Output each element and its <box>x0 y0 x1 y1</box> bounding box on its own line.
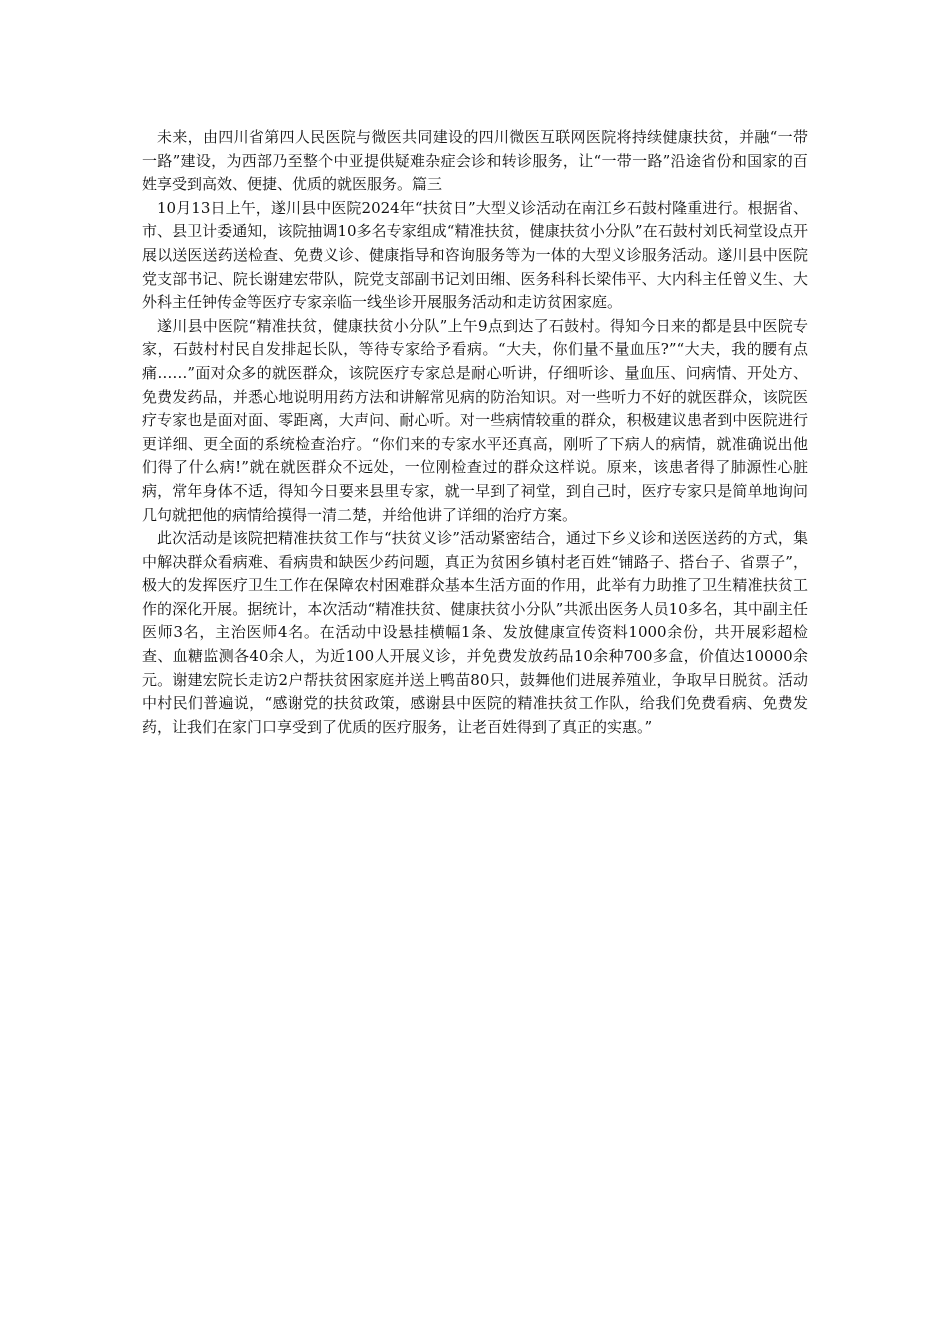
paragraph-event: 10月13日上午，遂川县中医院2024年“扶贫日”大型义诊活动在南江乡石鼓村隆重进行。根据省、市、县卫计委通知，该院抽调10多名专家组成“精准扶贫，健康扶贫小分队”在石鼓村刘氏祠堂设点开展以送医送药送检查、免费义诊、健康指导和咨询服务等为一体的大型义诊服务活动。遂川县中医院党支部书记、院长谢建宏带队，院党支部副书记刘田缃、医务科科长梁伟平、大内科主任曾义生、大外科主任钟传金等医疗专家亲临一线坐诊开展服务活动和走访贫困家庭。 <box>142 198 808 312</box>
paragraph-clinic: 遂川县中医院“精准扶贫，健康扶贫小分队”上午9点到达了石鼓村。得知今日来的都是县中医院专家，石鼓村村民自发排起长队，等待专家给予看病。“大夫，你们量不量血压?”“大夫，我的腰有点痛……”面对众多的就医群众，该院医疗专家总是耐心听讲，仔细听诊、量血压、问病情、开处方、免费发药品，并悉心地说明用药方法和讲解常见病的防治知识。对一些听力不好的就医群众，该院医疗专家也是面对面、零距离，大声问、耐心听。对一些病情较重的群众，积极建议患者到中医院进行更详细、更全面的系统检查治疗。“你们来的专家水平还真高，刚听了下病人的病情，就准确说出他们得了什么病!”就在就医群众不远处，一位刚检查过的群众这样说。原来，该患者得了肺源性心脏病，常年身体不适，得知今日要来县里专家，就一早到了祠堂，到自己时，医疗专家只是简单地询问几句就把他的病情给摸得一清二楚，并给他讲了详细的治疗方案。 <box>142 316 808 524</box>
paragraph-intro: 未来，由四川省第四人民医院与微医共同建设的四川微医互联网医院将持续健康扶贫，并融“一带一路”建设，为西部乃至整个中亚提供疑难杂症会诊和转诊服务，让“一带一路”沿途省份和国家的百姓享受到高效、便捷、优质的就医服务。篇三 <box>142 128 808 194</box>
document-body <box>142 126 808 739</box>
paragraph-summary: 此次活动是该院把精准扶贫工作与“扶贫义诊”活动紧密结合，通过下乡义诊和送医送药的方式，集中解决群众看病难、看病贵和缺医少药问题，真正为贫困乡镇村老百姓“铺路子、搭台子、省票子”，极大的发挥医疗卫生工作在保障农村困难群众基本生活方面的作用，此举有力助推了卫生精准扶贫工作的深化开展。据统计，本次活动“精准扶贫、健康扶贫小分队”共派出医务人员10多名，其中副主任医师3名，主治医师4名。在活动中设悬挂横幅1条、发放健康宣传资料1000余份，共开展彩超检查、血糖监测各40余人，为近100人开展义诊，并免费发放药品10余种700多盒，价值达10000余元。谢建宏院长走访2户帮扶贫困家庭并送上鸭苗80只，鼓舞他们进展养殖业，争取早日脱贫。活动中村民们普遍说，“感谢党的扶贫政策，感谢县中医院的精准扶贫工作队，给我们免费看病、免费发药，让我们在家门口享受到了优质的医疗服务，让老百姓得到了真正的实惠。” <box>142 529 808 736</box>
